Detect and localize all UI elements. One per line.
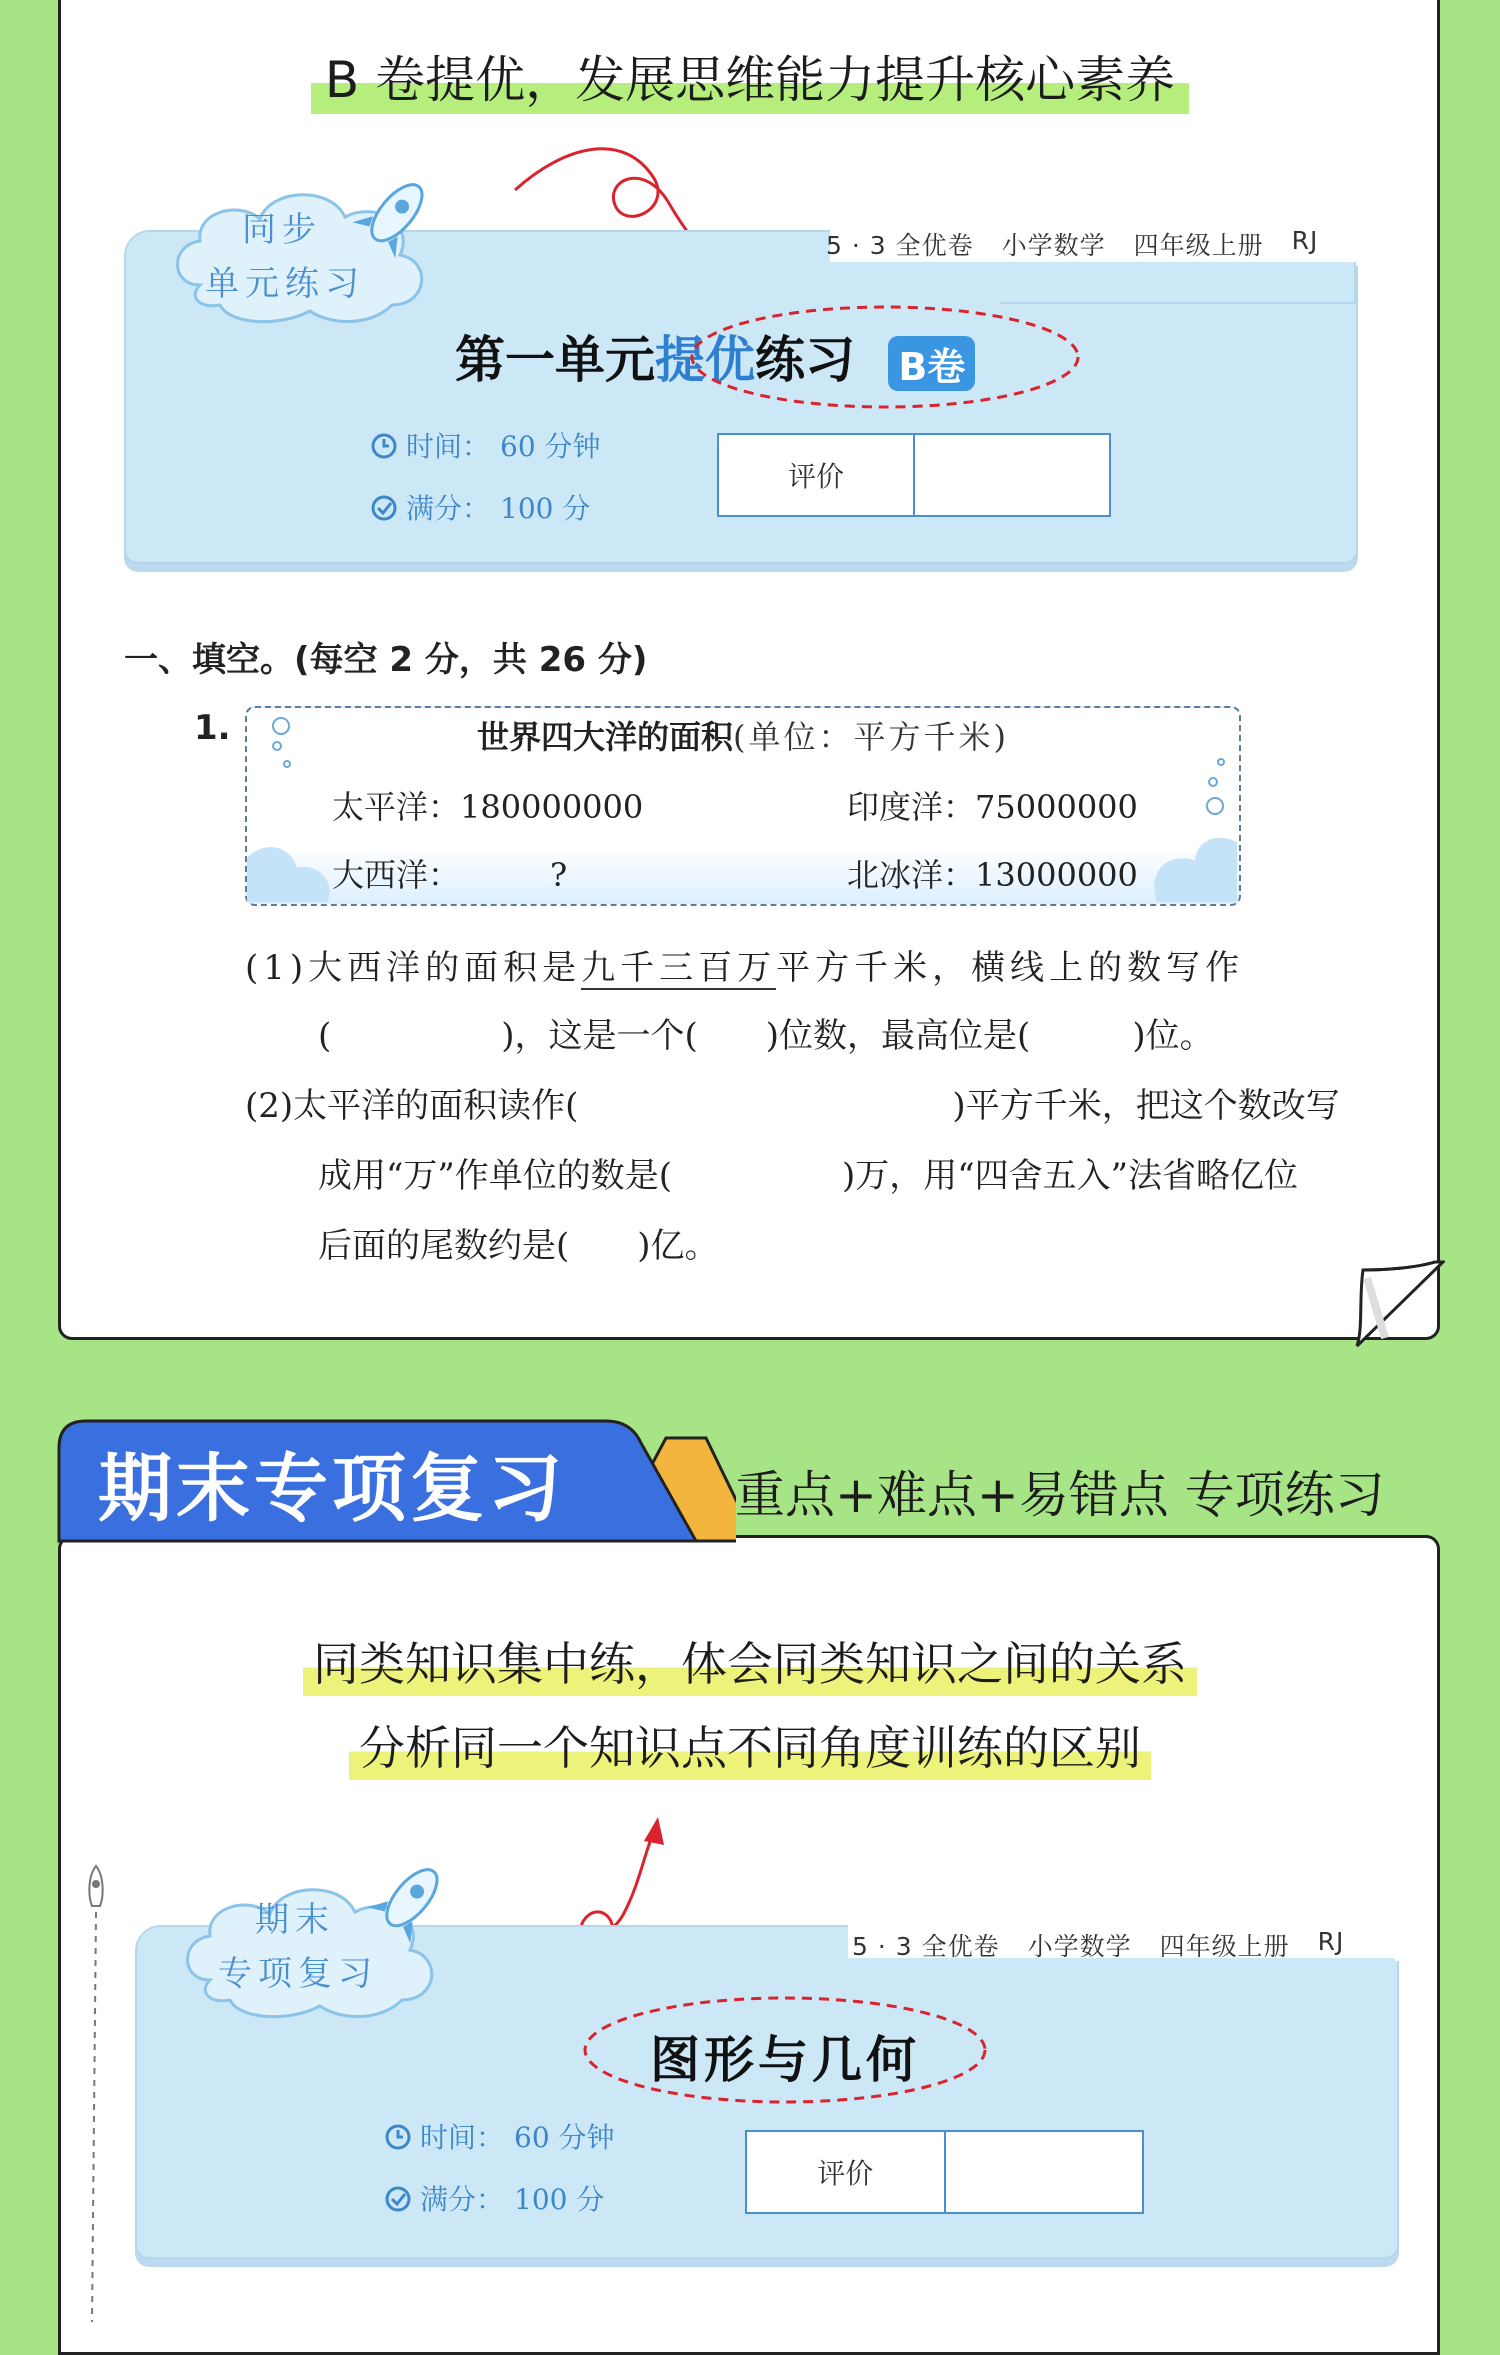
atlantic-label: 大西洋： — [332, 856, 461, 894]
title-prefix: 第一单元 — [455, 331, 655, 389]
review-heading-2-wrap — [0, 1712, 1500, 1780]
review-meta-series: 5 · 3 全优卷 — [852, 1932, 1000, 1961]
score-row — [370, 487, 600, 527]
meta-grade: 四年级上册 — [1133, 231, 1264, 260]
question-number: 1. — [194, 708, 231, 748]
folder-tab-curve — [828, 262, 1008, 302]
meta-series: 5 · 3 全优卷 — [826, 231, 974, 260]
section-one-heading: 一、填空。(每空 2 分，共 26 分) — [124, 640, 648, 680]
cloud-decoration-left — [247, 818, 337, 902]
atlantic-value: ? — [550, 856, 568, 894]
badge-line1: 同步 — [242, 210, 322, 250]
review-meta-subject: 小学数学 — [1027, 1932, 1132, 1961]
page-fold-icon — [1355, 1258, 1445, 1348]
sub-question-2-line3: 后面的尾数约是( )亿。 — [318, 1226, 719, 1266]
clock-icon — [370, 432, 398, 460]
review-eval-label: 评价 — [747, 2132, 946, 2212]
evaluation-box — [717, 433, 1111, 517]
meta-subject: 小学数学 — [1001, 231, 1106, 260]
review-meta-edition: RJ — [1317, 1927, 1345, 1956]
sub-question-2-line2: 成用“万”作单位的数是( )万，用“四舍五入”法省略亿位 — [318, 1156, 1299, 1196]
review-eval-blank[interactable] — [946, 2132, 1143, 2212]
score-value: 100 分 — [500, 492, 591, 525]
eval-blank[interactable] — [915, 435, 1109, 515]
pacific-label: 太平洋： — [332, 788, 461, 826]
indian-row — [847, 782, 1138, 828]
sub-question-1-line1 — [245, 940, 1244, 989]
check-circle-icon — [370, 494, 398, 522]
box-title-row — [247, 712, 1239, 758]
top-heading-wrap — [0, 40, 1500, 114]
eval-label: 评价 — [719, 435, 915, 515]
time-value: 60 分钟 — [500, 430, 601, 463]
rocket-icon — [360, 1855, 460, 1945]
sub-question-1-line2: ( )，这是一个( )位数，最高位是( )位。 — [318, 1016, 1214, 1056]
review-evaluation-box — [745, 2130, 1144, 2214]
title-suffix: 练习 — [755, 331, 855, 389]
review-time-value: 60 分钟 — [514, 2121, 615, 2154]
review-badge-line1: 期末 — [255, 1900, 335, 1940]
review-score-label: 满分： — [420, 2183, 505, 2216]
rocket-icon — [345, 170, 445, 260]
review-book-meta — [852, 1927, 1344, 1963]
red-dashed-ellipse — [685, 300, 1085, 415]
time-label: 时间： — [406, 430, 491, 463]
top-heading: B 卷提优，发展思维能力提升核心素养 — [311, 40, 1189, 114]
ocean-area-box — [245, 706, 1241, 906]
title-highlight: 提优 — [655, 331, 755, 389]
review-badge-line2: 专项复习 — [218, 1954, 378, 1994]
red-dashed-ellipse — [578, 1990, 993, 2110]
indian-value: 75000000 — [975, 788, 1138, 826]
cloud-decoration-right — [1127, 812, 1237, 902]
review-heading-1: 同类知识集中练，体会同类知识之间的关系 — [303, 1628, 1197, 1696]
title-b-badge: B卷 — [888, 336, 975, 391]
arctic-row — [847, 850, 1138, 896]
pacific-row — [332, 782, 643, 828]
review-title: 图形与几何 — [650, 2031, 920, 2089]
rocket-trail-icon — [78, 1862, 114, 2322]
time-row — [370, 425, 611, 465]
review-time-label: 时间： — [420, 2121, 505, 2154]
arctic-label: 北冰洋： — [847, 856, 976, 894]
review-time-row — [384, 2116, 625, 2156]
review-score-row — [384, 2178, 614, 2218]
section-tab-subtitle: 重点+难点+易错点 专项练习 — [735, 1466, 1385, 1524]
bubbles-right — [1197, 752, 1237, 822]
book-meta — [826, 226, 1318, 262]
meta-edition: RJ — [1291, 226, 1319, 255]
review-score-value: 100 分 — [514, 2183, 605, 2216]
sub-question-2-line1: (2)太平洋的面积读作( )平方千米，把这个数改写 — [245, 1086, 1340, 1126]
sub1-line1-a: (1)大西洋的面积是 — [245, 948, 582, 988]
folder2-tab-fill — [1040, 1958, 1395, 1998]
indian-label: 印度洋： — [847, 788, 976, 826]
sub1-line1-b: 平方千米，横线上的数写作 — [776, 948, 1245, 988]
sub1-underlined: 九千三百万 — [581, 948, 777, 988]
section-tab-title: 期末专项复习 — [98, 1446, 566, 1532]
score-label: 满分： — [406, 492, 491, 525]
review-meta-grade: 四年级上册 — [1159, 1932, 1290, 1961]
pacific-value: 180000000 — [460, 788, 644, 826]
atlantic-row — [332, 850, 567, 896]
review-heading-2: 分析同一个知识点不同角度训练的区别 — [349, 1712, 1151, 1780]
folder-tab-fill — [1000, 262, 1356, 304]
badge-line2: 单元练习 — [205, 264, 365, 304]
box-title: 世界四大洋的面积 — [477, 718, 734, 756]
arctic-value: 13000000 — [975, 856, 1138, 894]
box-unit: (单位：平方千米) — [733, 718, 1009, 756]
check-circle-icon — [384, 2185, 412, 2213]
review-heading-1-wrap — [0, 1628, 1500, 1696]
clock-icon — [384, 2123, 412, 2151]
